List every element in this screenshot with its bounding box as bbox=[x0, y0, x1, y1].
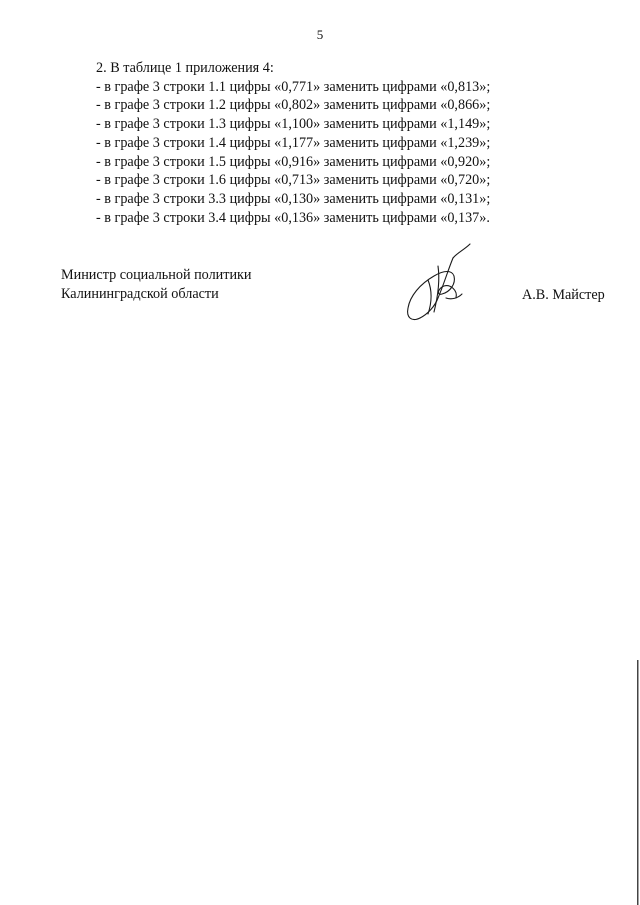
handwritten-signature bbox=[398, 240, 478, 324]
signatory-position-line2: Калининградской области bbox=[61, 285, 219, 302]
amendment-item: - в графе 3 строки 1.4 цифры «1,177» заменить цифрами «1,239»; bbox=[96, 134, 491, 151]
amendment-item: - в графе 3 строки 1.2 цифры «0,802» заменить цифрами «0,866»; bbox=[96, 97, 491, 114]
amendment-item: - в графе 3 строки 1.3 цифры «1,100» заменить цифрами «1,149»; bbox=[96, 116, 491, 133]
amendment-item: - в графе 3 строки 3.4 цифры «0,136» заменить цифрами «0,137». bbox=[96, 209, 490, 226]
signatory-name: А.В. Майстер bbox=[522, 287, 605, 303]
amendments-section bbox=[96, 59, 576, 227]
amendment-item: - в графе 3 строки 3.3 цифры «0,130» заменить цифрами «0,131»; bbox=[96, 190, 491, 207]
signatory-position-line1: Министр социальной политики bbox=[61, 267, 252, 283]
amendment-item: - в графе 3 строки 1.1 цифры «0,771» заменить цифрами «0,813»; bbox=[96, 78, 491, 95]
amendments-intro: 2. В таблице 1 приложения 4: bbox=[96, 60, 274, 76]
amendment-item: - в графе 3 строки 1.6 цифры «0,713» заменить цифрами «0,720»; bbox=[96, 172, 491, 189]
page-number: 5 bbox=[316, 27, 324, 42]
scan-edge-mark bbox=[636, 660, 640, 905]
signatory-position bbox=[61, 266, 252, 303]
amendments-list bbox=[96, 78, 576, 228]
amendment-item: - в графе 3 строки 1.5 цифры «0,916» заменить цифрами «0,920»; bbox=[96, 153, 491, 170]
